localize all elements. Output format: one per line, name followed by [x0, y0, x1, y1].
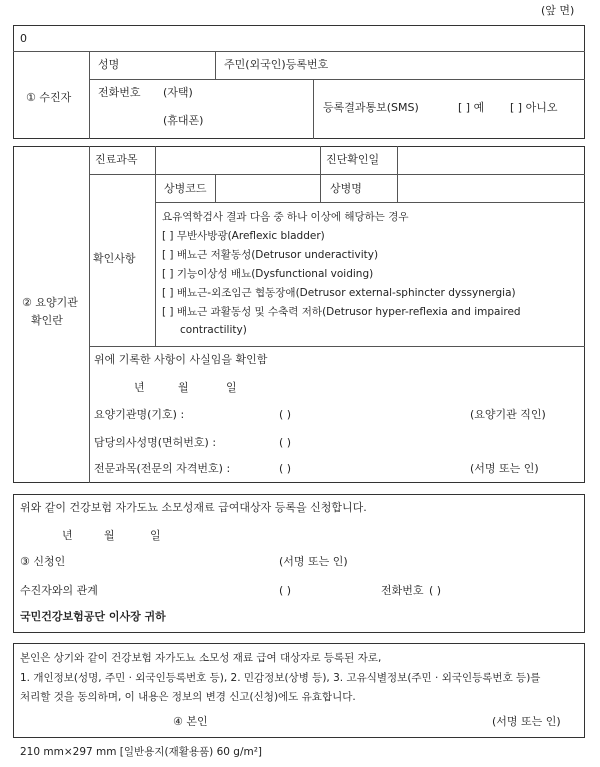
sms-yes-checkbox[interactable]: [ ] 예 [458, 101, 485, 114]
facility-code-field[interactable]: ( ) [279, 408, 292, 421]
specialty-cert-field[interactable]: ( ) [279, 462, 292, 475]
applicant-phone-label: 전화번호 [381, 584, 424, 597]
disease-name-label: 상병명 [330, 182, 362, 195]
criteria-item[interactable]: [ ] 무반사방광(Areflexic bladder) [162, 230, 325, 242]
institution-section-label-2: 확인란 [31, 314, 63, 327]
sms-label: 등록결과통보(SMS) [323, 101, 419, 114]
consent-line-3: 처리할 것을 동의하며, 이 내용은 정보의 변경 신고(신청)에도 유효합니다. [20, 691, 356, 703]
page-side-label: (앞 면) [541, 4, 575, 17]
criteria-item[interactable]: [ ] 배뇨근-외조임근 협동장애(Detrusor external-sphincter dyssynergia) [162, 287, 516, 299]
criteria-intro: 요유역학검사 결과 다음 중 하나 이상에 해당하는 경우 [162, 211, 409, 223]
name-label: 성명 [98, 58, 120, 71]
app-date-month: 월 [104, 529, 115, 542]
diag-date-label: 진단확인일 [326, 153, 380, 166]
consent-line-1: 본인은 상기와 같이 건강보험 자가도뇨 소모성 재료 급여 대상자로 등록된 자로, [20, 652, 382, 664]
relation-label: 수진자와의 관계 [20, 584, 98, 597]
top-number: 0 [20, 32, 27, 45]
phone-label: 전화번호 [98, 86, 141, 99]
doctor-label: 담당의사성명(면허번호) : [94, 436, 217, 449]
applicant-sign: (서명 또는 인) [279, 555, 348, 568]
facility-seal: (요양기관 직인) [470, 408, 546, 421]
criteria-item-continued: contractility) [180, 324, 247, 336]
specialty-sign: (서명 또는 인) [470, 462, 539, 475]
application-statement: 위와 같이 건강보험 자가도뇨 소모성재료 급여대상자 등록을 신청합니다. [20, 501, 367, 514]
criteria-item[interactable]: [ ] 배뇨근 과활동성 및 수축력 저하(Detrusor hyper-reflexia and impaired [162, 306, 521, 318]
addressee: 국민건강보험공단 이사장 귀하 [20, 610, 166, 623]
applicant-label: ③ 신청인 [20, 555, 66, 568]
app-date-day: 일 [150, 529, 161, 542]
relation-field[interactable]: ( ) [279, 584, 292, 597]
paper-spec-footer: 210 mm×297 mm [일반용지(재활용품) 60 g/m²] [20, 746, 263, 758]
cert-date-year: 년 [134, 381, 145, 394]
specialty-label: 전문과목(전문의 자격번호) : [94, 462, 231, 475]
patient-section [13, 25, 585, 139]
institution-section-label: ② 요양기관 [22, 296, 78, 309]
disease-code-label: 상병코드 [164, 182, 207, 195]
consent-line-2: 1. 개인정보(성명, 주민 · 외국인등록번호 등), 2. 민감정보(상병 등), 3. 고유식별정보(주민 · 외국인등록번호 등)를 [20, 672, 541, 684]
app-date-year: 년 [62, 529, 73, 542]
cert-date-month: 월 [178, 381, 189, 394]
certify-text: 위에 기록한 사항이 사실임을 확인함 [94, 353, 268, 366]
facility-label: 요양기관명(기호) : [94, 408, 185, 421]
applicant-phone-field[interactable]: ( ) [429, 584, 442, 597]
home-phone-label: (자택) [163, 86, 193, 99]
criteria-item[interactable]: [ ] 배뇨근 저활동성(Detrusor underactivity) [162, 249, 379, 261]
rrn-label: 주민(외국인)등록번호 [224, 58, 329, 71]
cert-date-day: 일 [226, 381, 237, 394]
sms-no-checkbox[interactable]: [ ] 아니오 [510, 101, 558, 114]
criteria-item[interactable]: [ ] 기능이상성 배뇨(Dysfunctional voiding) [162, 268, 374, 280]
confirm-label: 확인사항 [93, 252, 136, 265]
self-sign: (서명 또는 인) [492, 715, 561, 728]
dept-label: 진료과목 [95, 153, 138, 166]
doctor-license-field[interactable]: ( ) [279, 436, 292, 449]
self-label: ④ 본인 [173, 715, 208, 728]
mobile-phone-label: (휴대폰) [163, 114, 204, 127]
patient-section-label: ① 수진자 [26, 91, 72, 104]
